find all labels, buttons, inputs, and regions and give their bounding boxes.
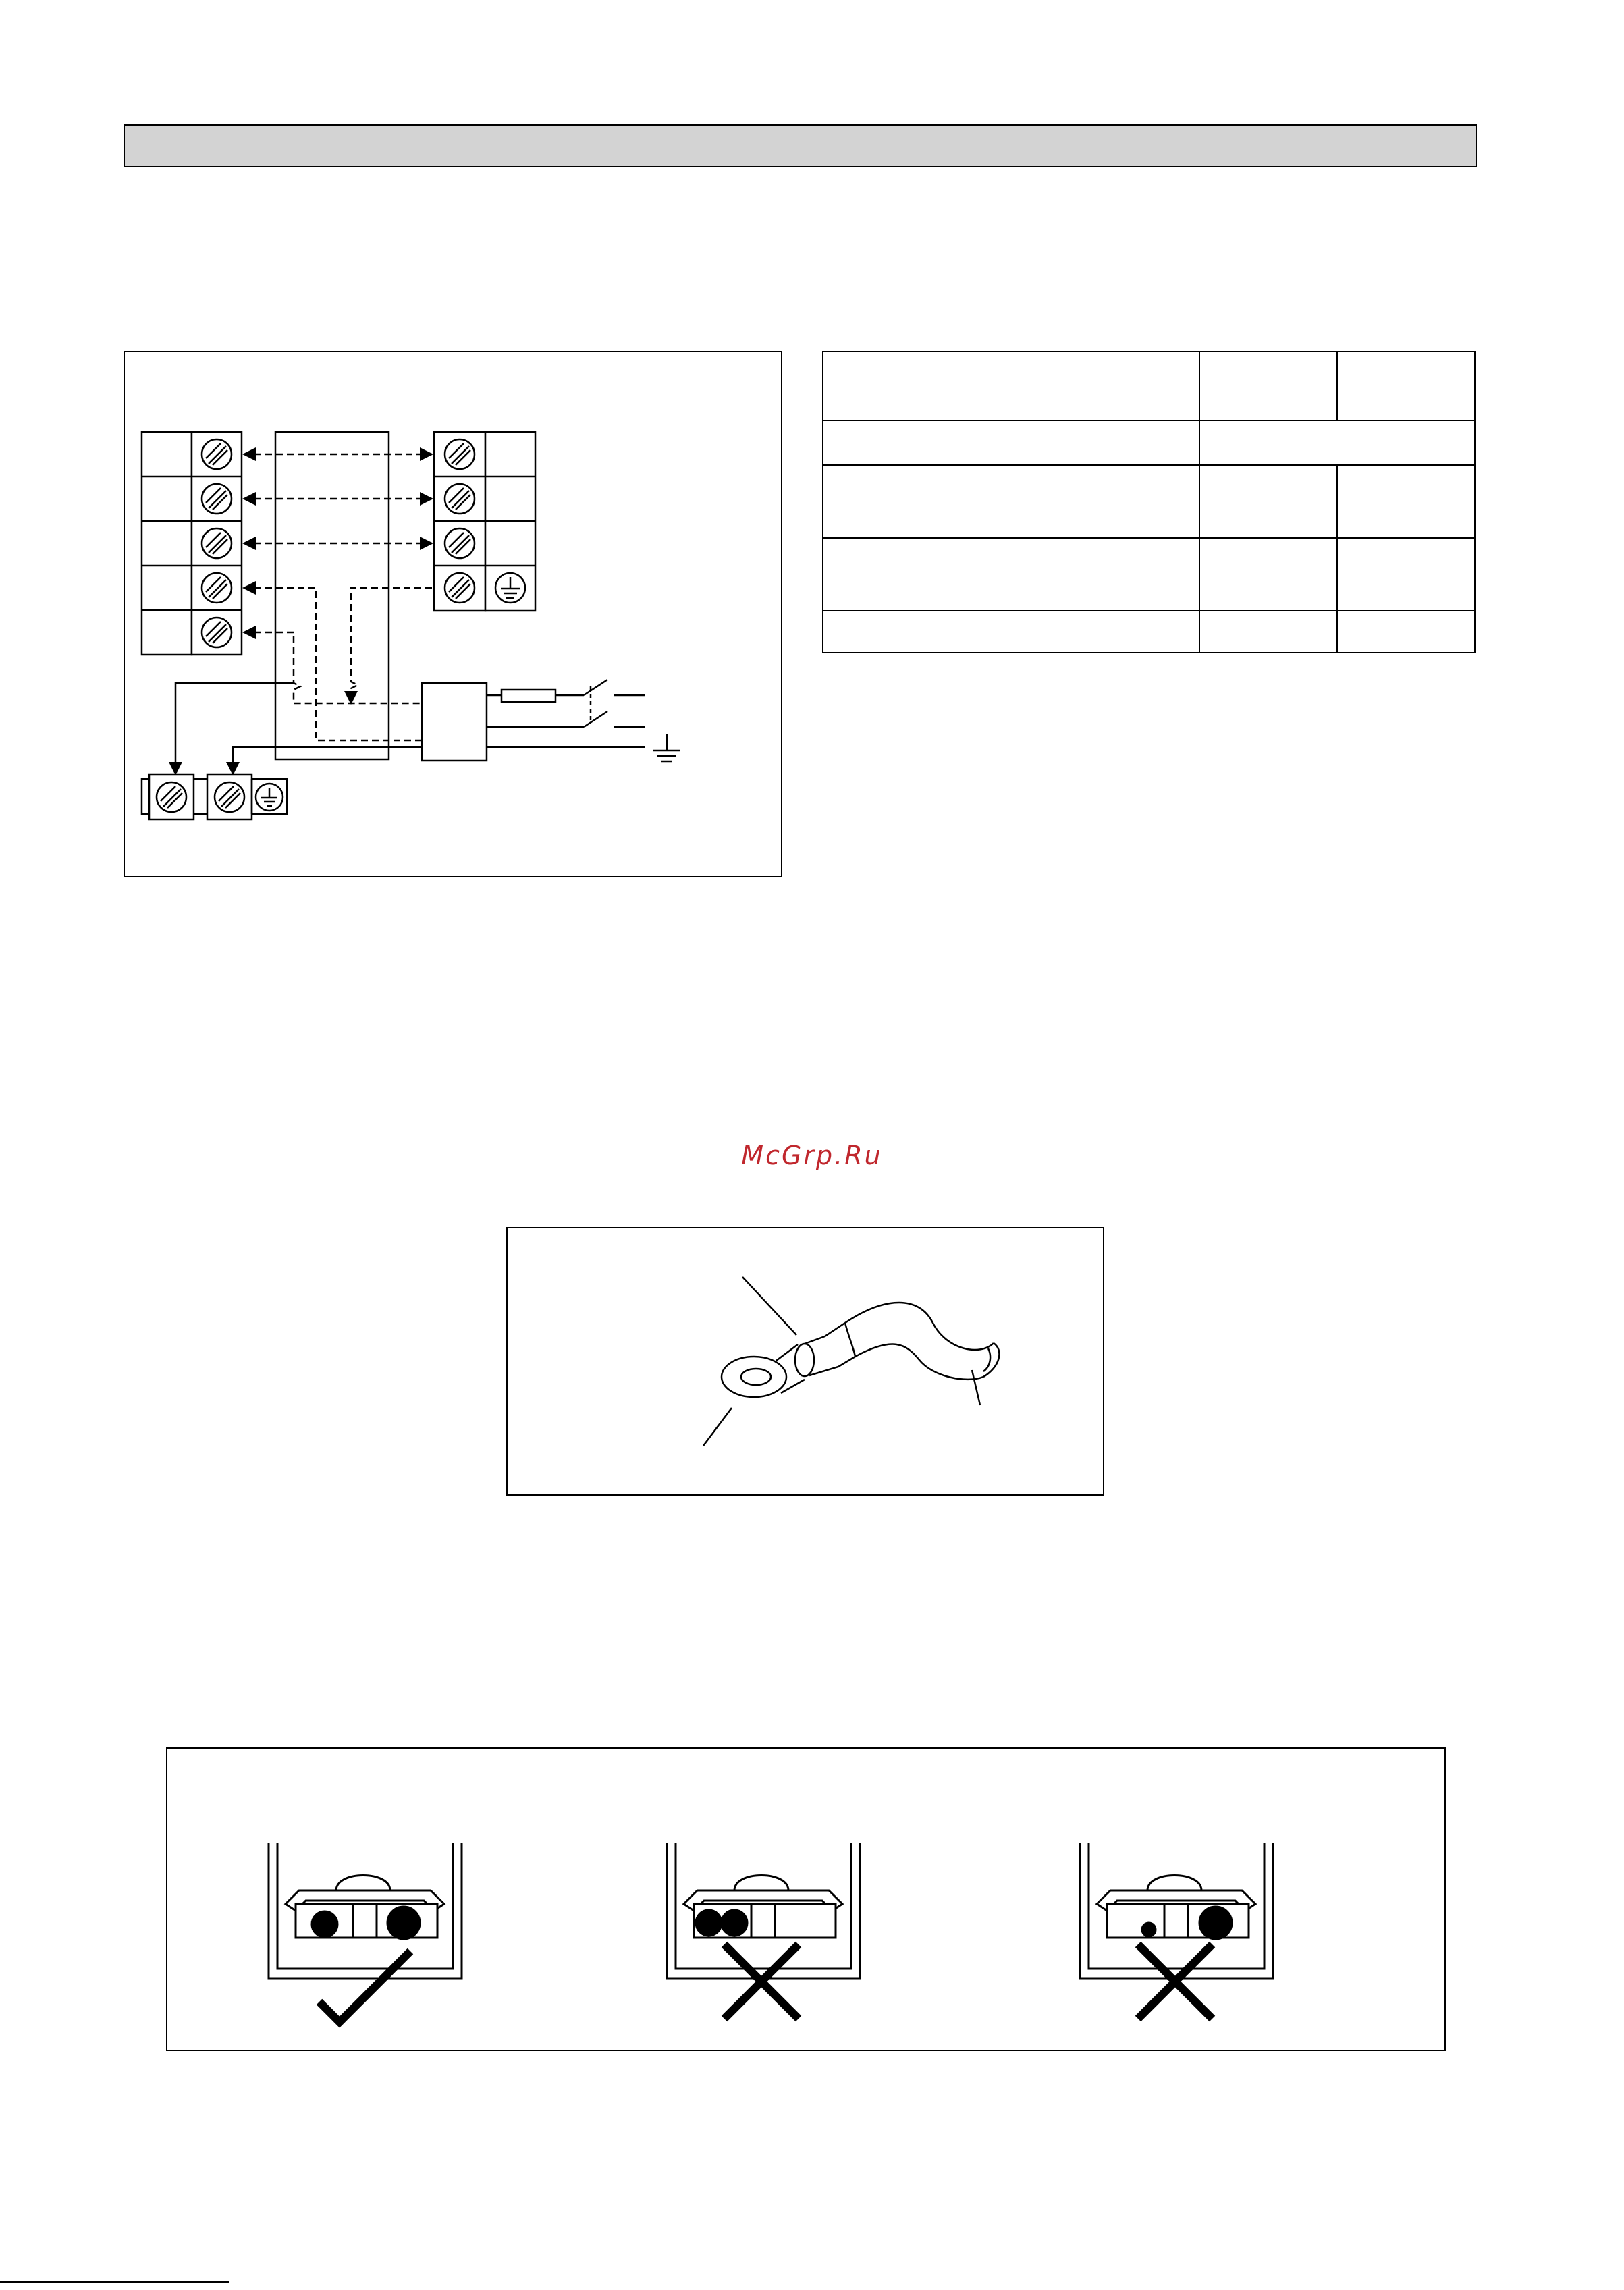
table-cell	[1337, 611, 1475, 653]
table-cell	[1337, 352, 1475, 420]
incorrect-connection-example-2	[1080, 1843, 1273, 2019]
table-cell	[1199, 611, 1337, 653]
table-row	[823, 420, 1475, 465]
checkmark-icon	[319, 1951, 410, 2022]
connection-examples	[167, 1749, 1444, 2050]
table-row	[823, 611, 1475, 653]
wiring-diagram-frame	[124, 351, 782, 877]
cross-icon	[1138, 1944, 1212, 2019]
table-cell	[1337, 465, 1475, 538]
right-terminal-block	[434, 432, 535, 611]
table-cell	[1199, 352, 1337, 420]
watermark-text: McGrp.Ru	[741, 1141, 883, 1170]
wiring-diagram	[125, 352, 781, 876]
spec-table	[822, 351, 1476, 653]
ring-terminal-frame	[506, 1227, 1104, 1496]
fuse-icon	[487, 680, 645, 702]
earth-ground-icon	[653, 734, 680, 761]
table-row	[823, 465, 1475, 538]
leader-line	[703, 1408, 732, 1446]
table-cell	[1199, 538, 1337, 611]
table-cell	[1199, 465, 1337, 538]
table-cell	[823, 611, 1199, 653]
connection-examples-frame	[166, 1747, 1446, 2051]
table-cell	[823, 352, 1199, 420]
table-cell	[1199, 420, 1475, 465]
table-cell	[823, 465, 1199, 538]
table-cell	[823, 420, 1199, 465]
incorrect-connection-example-1	[667, 1843, 860, 2019]
leader-line	[742, 1277, 796, 1335]
junction-box	[422, 683, 487, 761]
table-cell	[1337, 538, 1475, 611]
ring-terminal-illustration	[508, 1228, 1103, 1494]
section-header-bar	[124, 124, 1477, 167]
central-unit-box	[275, 432, 389, 759]
correct-connection-example	[269, 1843, 462, 2022]
table-row	[823, 538, 1475, 611]
cross-icon	[724, 1944, 799, 2019]
ring-terminal-icon	[722, 1303, 999, 1397]
table-row	[823, 352, 1475, 420]
leader-line	[972, 1370, 980, 1405]
table-cell	[823, 538, 1199, 611]
footer-rule	[0, 2281, 229, 2283]
